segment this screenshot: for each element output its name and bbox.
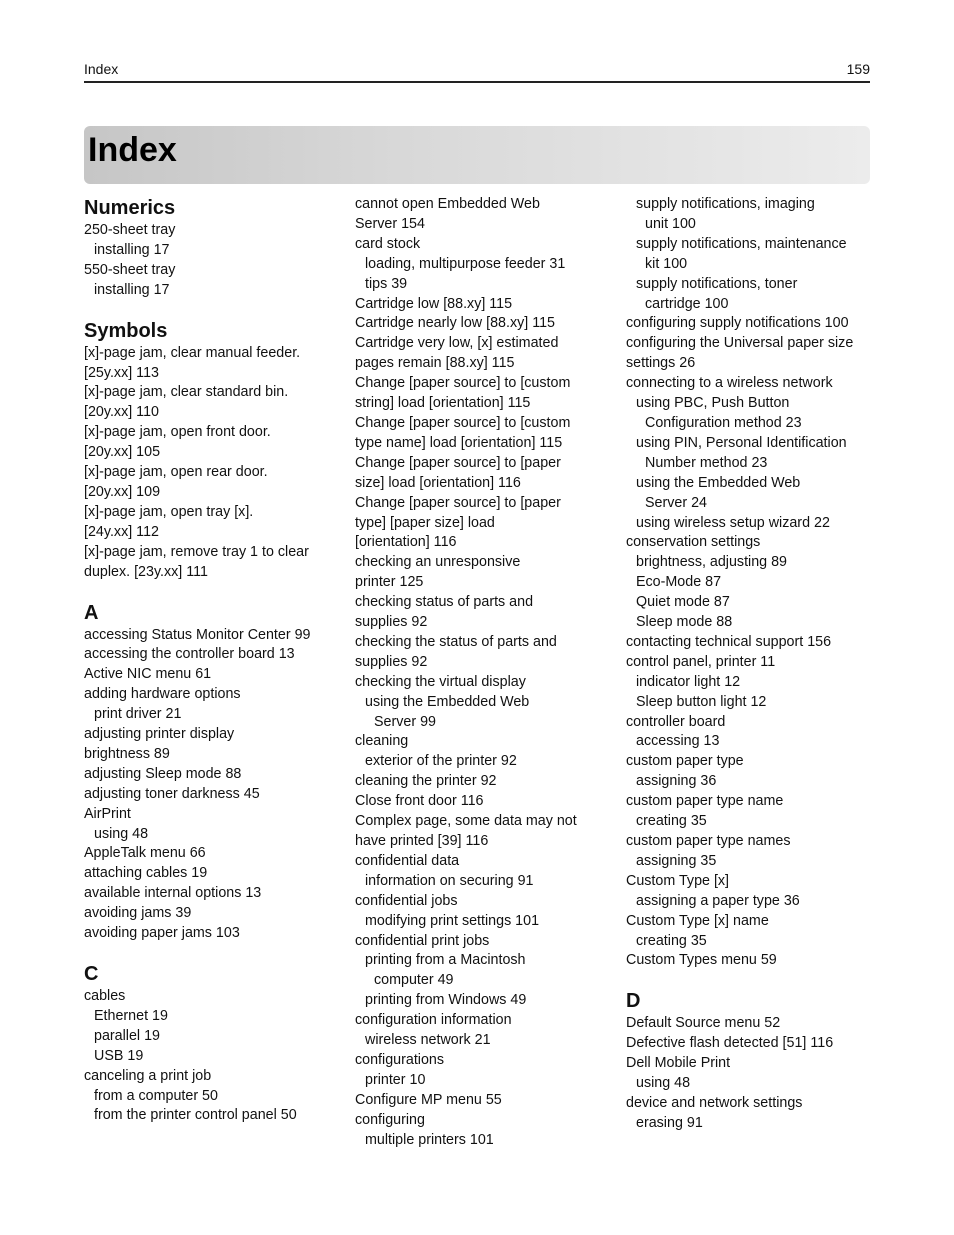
index-entry: Cartridge low [88.xy] 115 [355, 295, 513, 312]
index-entry: [orientation] 116 [355, 534, 457, 551]
index-subentry: assigning 35 [636, 852, 717, 869]
index-subentry: exterior of the printer 92 [365, 753, 517, 770]
index-entry: [x]-page jam, remove tray 1 to clear [84, 543, 309, 560]
index-entry: configuring [355, 1111, 425, 1128]
index-subentry: Eco-Mode 87 [636, 574, 722, 591]
index-subentry: assigning a paper type 36 [636, 892, 800, 909]
index-entry: type] [paper size] load [355, 514, 495, 531]
index-entry: accessing Status Monitor Center 99 [84, 626, 311, 643]
index-entry: checking the status of parts and [355, 633, 557, 650]
index-subentry: installing 17 [94, 281, 170, 298]
index-letter-heading: C [84, 963, 99, 985]
index-letter-heading: Symbols [84, 319, 168, 342]
index-subentry: using 48 [94, 825, 149, 842]
index-subentry: using PBC, Push Button [636, 395, 790, 412]
index-entry: cannot open Embedded Web [355, 196, 540, 212]
index-entry: adjusting printer display [84, 726, 235, 743]
index-subentry: creating 35 [636, 932, 707, 949]
index-entry: AppleTalk menu 66 [84, 845, 206, 862]
index-entry: Cartridge very low, [x] estimated [355, 335, 559, 352]
index-subentry: print driver 21 [94, 706, 182, 723]
index-entry: Server 154 [355, 215, 425, 232]
index-entry: checking status of parts and [355, 594, 534, 611]
index-subentry: Quiet mode 87 [636, 594, 730, 611]
index-entry: duplex. [23y.xx] 111 [84, 563, 208, 580]
index-subentry: indicator light 12 [636, 673, 741, 690]
index-entry: conservation settings [626, 534, 761, 551]
index-entry: Complex page, some data may not [355, 813, 577, 830]
index-entry: custom paper type name [626, 793, 784, 810]
index-subentry: using the Embedded Web [365, 693, 530, 710]
index-entry: Change [paper source] to [custom [355, 414, 571, 431]
index-entry: controller board [626, 713, 726, 730]
index-entry: Change [paper source] to [custom [355, 375, 571, 392]
index-entry: Dell Mobile Print [626, 1055, 731, 1072]
index-subentry: printing from Windows 49 [365, 992, 527, 1009]
index-entry: [x]-page jam, open rear door. [84, 464, 268, 481]
index-entry: accessing the controller board 13 [84, 646, 295, 663]
index-subentry: Number method 23 [645, 454, 768, 471]
index-subentry: unit 100 [645, 215, 696, 232]
index-entry: adjusting toner darkness 45 [84, 785, 260, 802]
index-subentry: Sleep mode 88 [636, 614, 733, 631]
index-entry: Custom Type [x] [626, 872, 730, 889]
index-entry: connecting to a wireless network [626, 375, 833, 392]
index-subentry: supply notifications, imaging [636, 196, 815, 212]
index-letter-heading: A [84, 601, 99, 624]
index-subentry: printer 10 [365, 1071, 426, 1088]
index-entry: configurations [355, 1051, 445, 1068]
index-entry: available internal options 13 [84, 885, 262, 902]
index-subentry: assigning 36 [636, 773, 717, 790]
index-subentry: using the Embedded Web [636, 474, 801, 491]
index-entry: configuration information [355, 1012, 512, 1029]
index-entry: Custom Types menu 59 [626, 952, 777, 969]
page-number: 159 [846, 61, 870, 77]
index-subentry: Ethernet 19 [94, 1007, 168, 1024]
index-subentry: erasing 91 [636, 1114, 703, 1131]
index-entry: configuring supply notifications 100 [626, 315, 849, 332]
index-column-1 [84, 195, 334, 1126]
index-entry: attaching cables 19 [84, 865, 208, 882]
index-subentry: supply notifications, toner [636, 275, 798, 292]
index-subentry: creating 35 [636, 813, 707, 830]
index-entry: settings 26 [626, 355, 696, 372]
index-subentry: using PIN, Personal Identification [636, 434, 847, 451]
index-entry: confidential jobs [355, 892, 458, 909]
index-subentry: Configuration method 23 [645, 414, 802, 431]
index-subentry: Server 99 [374, 713, 436, 730]
index-subentry: information on securing 91 [365, 872, 534, 889]
index-subentry: accessing 13 [636, 733, 720, 750]
index-subentry: kit 100 [645, 255, 688, 272]
index-subentry: installing 17 [94, 241, 170, 258]
index-subentry: modifying print settings 101 [365, 912, 540, 929]
index-entry: Configure MP menu 55 [355, 1091, 502, 1108]
index-entry: 250-sheet tray [84, 222, 176, 238]
index-entry: confidential print jobs [355, 932, 490, 949]
index-subentry: cartridge 100 [645, 295, 729, 312]
index-entry: Close front door 116 [355, 793, 484, 810]
index-entry: [x]-page jam, open tray [x]. [84, 503, 254, 520]
index-entry: 550-sheet tray [84, 261, 176, 278]
index-subentry: tips 39 [365, 275, 408, 292]
index-entry: adjusting Sleep mode 88 [84, 765, 242, 782]
index-subentry: multiple printers 101 [365, 1131, 494, 1148]
index-entry: [24y.xx] 112 [84, 523, 159, 540]
index-column-3 [626, 195, 876, 1134]
index-subentry: printing from a Macintosh [365, 952, 526, 969]
index-subentry: from a computer 50 [94, 1087, 218, 1104]
index-entry: cleaning the printer 92 [355, 773, 497, 790]
index-entry: card stock [355, 235, 421, 252]
index-entry: [20y.xx] 109 [84, 483, 161, 500]
index-entry: supplies 92 [355, 614, 428, 631]
index-entry: [20y.xx] 110 [84, 404, 159, 421]
index-subentry: from the printer control panel 50 [94, 1107, 297, 1124]
index-entry: AirPrint [84, 805, 131, 822]
index-entry: avoiding jams 39 [84, 905, 192, 922]
index-entry: confidential data [355, 852, 460, 869]
index-entry: have printed [39] 116 [355, 833, 489, 849]
index-subentry: USB 19 [94, 1047, 144, 1064]
index-subentry: using wireless setup wizard 22 [636, 514, 830, 531]
index-entry: [x]-page jam, clear manual feeder. [84, 344, 301, 361]
index-entry: adding hardware options [84, 686, 241, 703]
index-entry: checking an unresponsive [355, 554, 521, 571]
index-entry: Active NIC menu 61 [84, 666, 212, 683]
index-entry: type name] load [orientation] 115 [355, 434, 563, 451]
index-entry: Change [paper source] to [paper [355, 494, 561, 511]
index-entry: custom paper type [626, 753, 744, 770]
index-entry: Custom Type [x] name [626, 912, 769, 929]
index-entry: Change [paper source] to [paper [355, 454, 561, 471]
index-entry: control panel, printer 11 [626, 653, 776, 670]
index-subentry: using 48 [636, 1075, 691, 1092]
index-entry: cleaning [355, 733, 409, 750]
page-title: Index [88, 131, 177, 169]
index-entry: [20y.xx] 105 [84, 444, 161, 461]
index-subentry: Server 24 [645, 494, 707, 511]
title-banner [84, 126, 870, 184]
index-entry: brightness 89 [84, 745, 170, 762]
index-subentry: parallel 19 [94, 1027, 160, 1044]
running-header [84, 59, 870, 83]
index-entry: [25y.xx] 113 [84, 364, 159, 381]
index-entry: cables [84, 988, 126, 1004]
index-entry: contacting technical support 156 [626, 633, 832, 650]
index-entry: avoiding paper jams 103 [84, 925, 240, 942]
index-entry: checking the virtual display [355, 673, 526, 690]
index-subentry: loading, multipurpose feeder 31 [365, 255, 566, 272]
index-entry: custom paper type names [626, 833, 791, 849]
index-entry: Cartridge nearly low [88.xy] 115 [355, 315, 555, 332]
index-entry: string] load [orientation] 115 [355, 395, 531, 412]
index-subentry: supply notifications, maintenance [636, 235, 847, 252]
header-section-label: Index [84, 61, 119, 77]
index-entry: device and network settings [626, 1094, 803, 1111]
index-entry: Defective flash detected [51] 116 [626, 1035, 834, 1052]
index-column-2 [355, 195, 605, 1151]
index-letter-heading: D [626, 990, 641, 1013]
index-subentry: Sleep button light 12 [636, 693, 767, 710]
index-entry: configuring the Universal paper size [626, 335, 854, 352]
index-subentry: brightness, adjusting 89 [636, 554, 788, 571]
index-letter-heading: Numerics [84, 197, 176, 219]
index-entry: supplies 92 [355, 653, 428, 670]
index-entry: [x]-page jam, clear standard bin. [84, 384, 289, 401]
index-entry: pages remain [88.xy] 115 [355, 355, 515, 372]
index-entry: canceling a print job [84, 1067, 212, 1084]
index-subentry: wireless network 21 [365, 1032, 491, 1049]
index-entry: [x]-page jam, open front door. [84, 424, 271, 441]
index-subentry: computer 49 [374, 972, 454, 989]
index-entry: printer 125 [355, 574, 424, 591]
index-entry: size] load [orientation] 116 [355, 474, 521, 491]
index-entry: Default Source menu 52 [626, 1015, 781, 1032]
